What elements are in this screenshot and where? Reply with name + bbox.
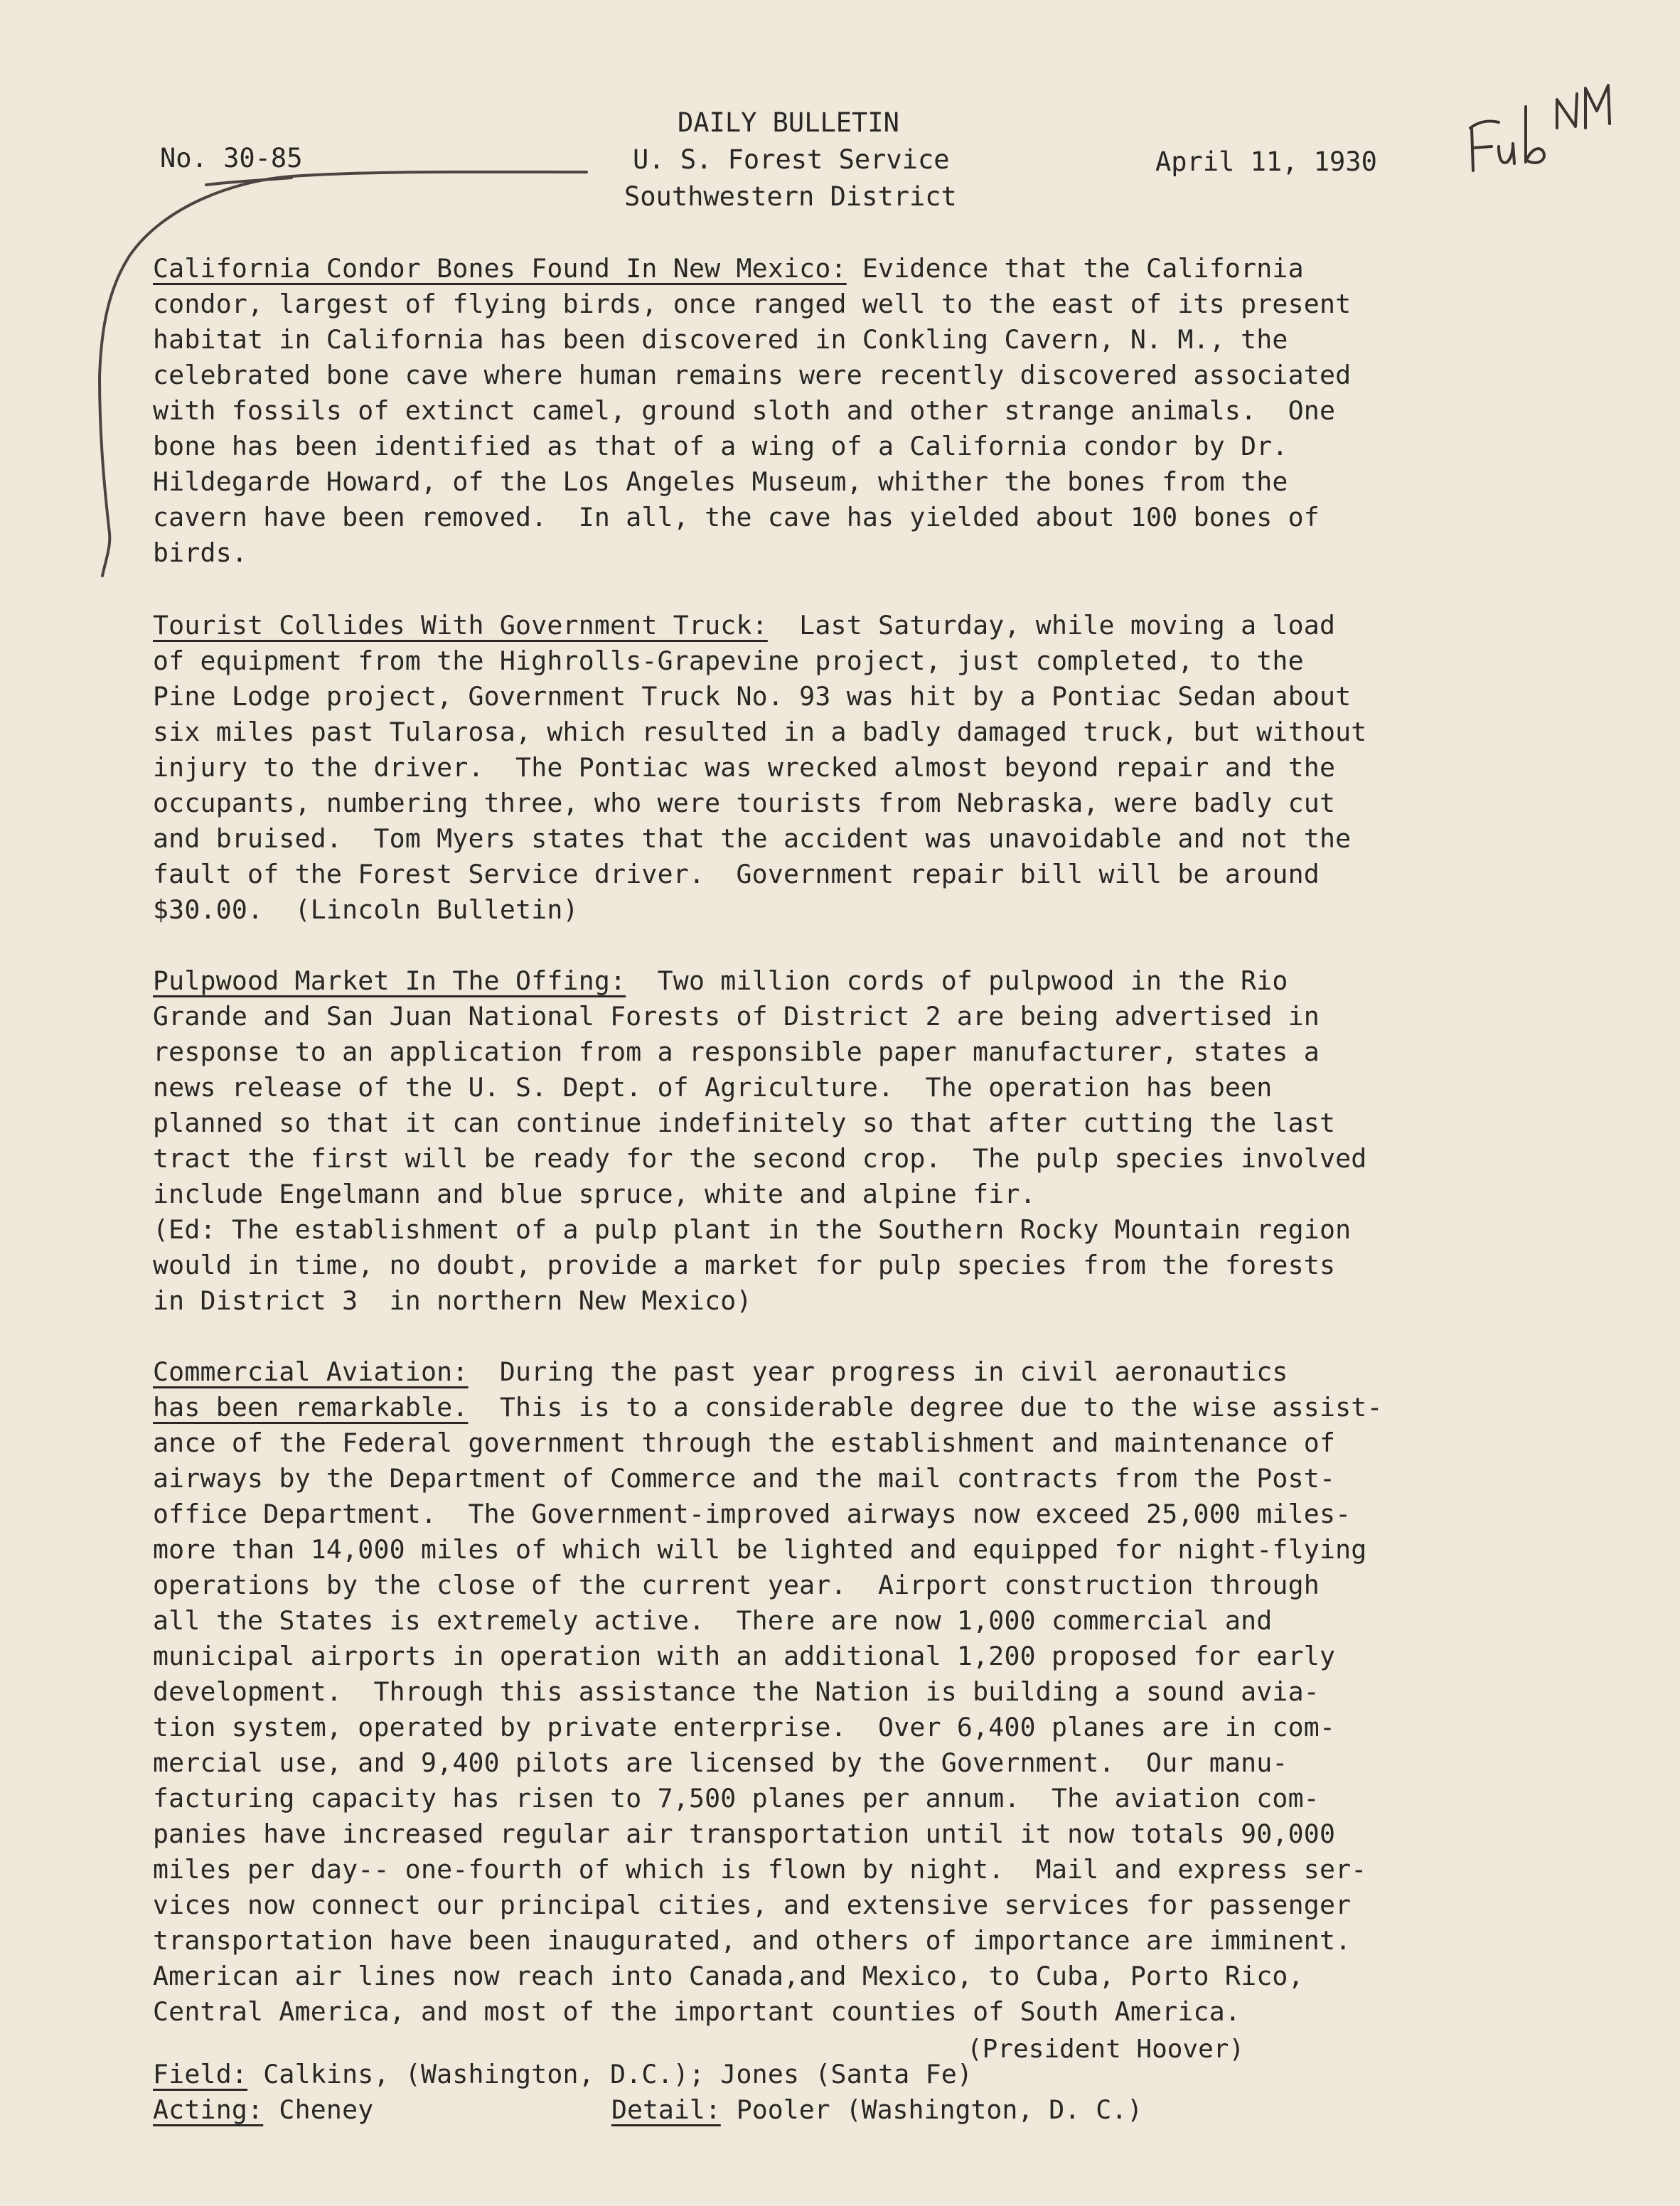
- article-line: $30.00. (Lincoln Bulletin): [153, 894, 579, 925]
- article-line: all the States is extremely active. There are now 1,000 commercial and: [153, 1605, 1273, 1636]
- article-line: habitat in California has been discovered in Conkling Cavern, N. M., the: [153, 324, 1288, 355]
- footer-detail-value: Pooler (Washington, D. C.): [720, 2094, 1143, 2125]
- district-name: Southwestern District: [624, 181, 957, 212]
- article-line: ance of the Federal government through the establishment and maintenance of: [153, 1428, 1336, 1458]
- article-heading-continued: has been remarkable.: [153, 1392, 469, 1423]
- article-line: more than 14,000 miles of which will be lighted and equipped for night-flying: [153, 1534, 1367, 1565]
- article-line: This is to a considerable degree due to the wise assist-: [468, 1392, 1383, 1423]
- footer-acting-label: Acting:: [153, 2094, 264, 2125]
- article-heading-line: [153, 251, 1304, 287]
- article-line: tract the first will be ready for the second crop. The pulp species involved: [153, 1143, 1367, 1174]
- footer-acting-line: [153, 2092, 373, 2128]
- article-line: development. Through this assistance the Nation is building a sound avia-: [153, 1676, 1320, 1707]
- article-line: cavern have been removed. In all, the cave has yielded about 100 bones of: [153, 502, 1320, 532]
- footer-field-label: Field:: [153, 2059, 248, 2089]
- article-line: municipal airports in operation with an additional 1,200 proposed for early: [153, 1641, 1336, 1671]
- article-heading: Pulpwood Market In The Offing:: [153, 965, 626, 996]
- article-line: include Engelmann and blue spruce, white and alpine fir.: [153, 1179, 1036, 1209]
- article-heading: Tourist Collides With Government Truck:: [153, 610, 768, 641]
- article-line: birds.: [153, 537, 248, 568]
- article-line: mercial use, and 9,400 pilots are licensed by the Government. Our manu-: [153, 1747, 1288, 1778]
- article-heading-line: [153, 608, 1335, 643]
- bulletin-date: April 11, 1930: [1155, 146, 1377, 177]
- footer-acting-value: Cheney: [263, 2094, 374, 2125]
- article-line: operations by the close of the current year. Airport construction through: [153, 1570, 1320, 1600]
- article-line: injury to the driver. The Pontiac was wrecked almost beyond repair and the: [153, 752, 1336, 783]
- article-line: planned so that it can continue indefinitely so that after cutting the last: [153, 1108, 1336, 1138]
- article-heading-line: [153, 963, 1288, 999]
- article-line: During the past year progress in civil aeronautics: [468, 1356, 1288, 1387]
- article-line: Central America, and most of the important counties of South America.: [153, 1996, 1241, 2027]
- article-line: transportation have been inaugurated, and others of importance are imminent.: [153, 1925, 1352, 1956]
- footer-field-line: [153, 2057, 973, 2092]
- article-line: Hildegarde Howard, of the Los Angeles Museum, whither the bones from the: [153, 466, 1288, 497]
- handwritten-annotation: [1457, 78, 1628, 185]
- article-line: Evidence that the California: [846, 253, 1304, 284]
- agency-name: U. S. Forest Service: [633, 144, 950, 175]
- article-line: Grande and San Juan National Forests of District 2 are being advertised in: [153, 1001, 1320, 1032]
- article-line: miles per day-- one-fourth of which is flown by night. Mail and express ser-: [153, 1854, 1367, 1885]
- article-heading-line: [153, 1390, 1383, 1425]
- article-line: panies have increased regular air transportation until it now totals 90,000: [153, 1819, 1336, 1849]
- article-line: and bruised. Tom Myers states that the accident was unavoidable and not the: [153, 823, 1352, 854]
- article-line: vices now connect our principal cities, and extensive services for passenger: [153, 1890, 1352, 1920]
- article-line: in District 3 in northern New Mexico): [153, 1285, 752, 1316]
- article-line: would in time, no doubt, provide a market for pulp species from the forests: [153, 1250, 1336, 1280]
- article-line: condor, largest of flying birds, once ranged well to the east of its present: [153, 289, 1352, 319]
- article-line: response to an application from a responsible paper manufacturer, states a: [153, 1037, 1320, 1067]
- article-heading: California Condor Bones Found In New Mexico:: [153, 253, 847, 284]
- footer-detail-line: [611, 2092, 1143, 2128]
- bulletin-title: DAILY BULLETIN: [678, 107, 899, 138]
- article-line: Last Saturday, while moving a load: [767, 610, 1336, 641]
- article-line: office Department. The Government-improved airways now exceed 25,000 miles-: [153, 1499, 1352, 1529]
- article-line: Pine Lodge project, Government Truck No. 93 was hit by a Pontiac Sedan about: [153, 681, 1352, 712]
- article-line: bone has been identified as that of a wing of a California condor by Dr.: [153, 431, 1288, 461]
- article-line: American air lines now reach into Canada,and Mexico, to Cuba, Porto Rico,: [153, 1961, 1304, 1991]
- article-line: (Ed: The establishment of a pulp plant in the Southern Rocky Mountain region: [153, 1214, 1352, 1245]
- article-line: Two million cords of pulpwood in the Rio: [626, 965, 1288, 996]
- article-line: six miles past Tularosa, which resulted in a badly damaged truck, but without: [153, 717, 1367, 747]
- article-line: occupants, numbering three, who were tourists from Nebraska, were badly cut: [153, 788, 1336, 818]
- article-line: with fossils of extinct camel, ground sloth and other strange animals. One: [153, 395, 1336, 426]
- footer-field-value: Calkins, (Washington, D.C.); Jones (Santa Fe): [247, 2059, 973, 2089]
- article-line: tion system, operated by private enterprise. Over 6,400 planes are in com-: [153, 1712, 1336, 1742]
- article-heading-line: [153, 1354, 1288, 1390]
- article-line: news release of the U. S. Dept. of Agriculture. The operation has been: [153, 1072, 1273, 1103]
- footer-detail-label: Detail:: [611, 2094, 721, 2125]
- article-line: fault of the Forest Service driver. Government repair bill will be around: [153, 859, 1320, 889]
- article-heading: Commercial Aviation:: [153, 1356, 469, 1387]
- article-line: facturing capacity has risen to 7,500 planes per annum. The aviation com-: [153, 1783, 1320, 1814]
- article-line: of equipment from the Highrolls-Grapevine project, just completed, to the: [153, 646, 1304, 676]
- article-line: celebrated bone cave where human remains were recently discovered associated: [153, 360, 1352, 390]
- bulletin-number: No. 30-85: [160, 143, 303, 173]
- article-line: airways by the Department of Commerce and the mail contracts from the Post-: [153, 1463, 1336, 1494]
- article-attribution: (President Hoover): [967, 2035, 1245, 2064]
